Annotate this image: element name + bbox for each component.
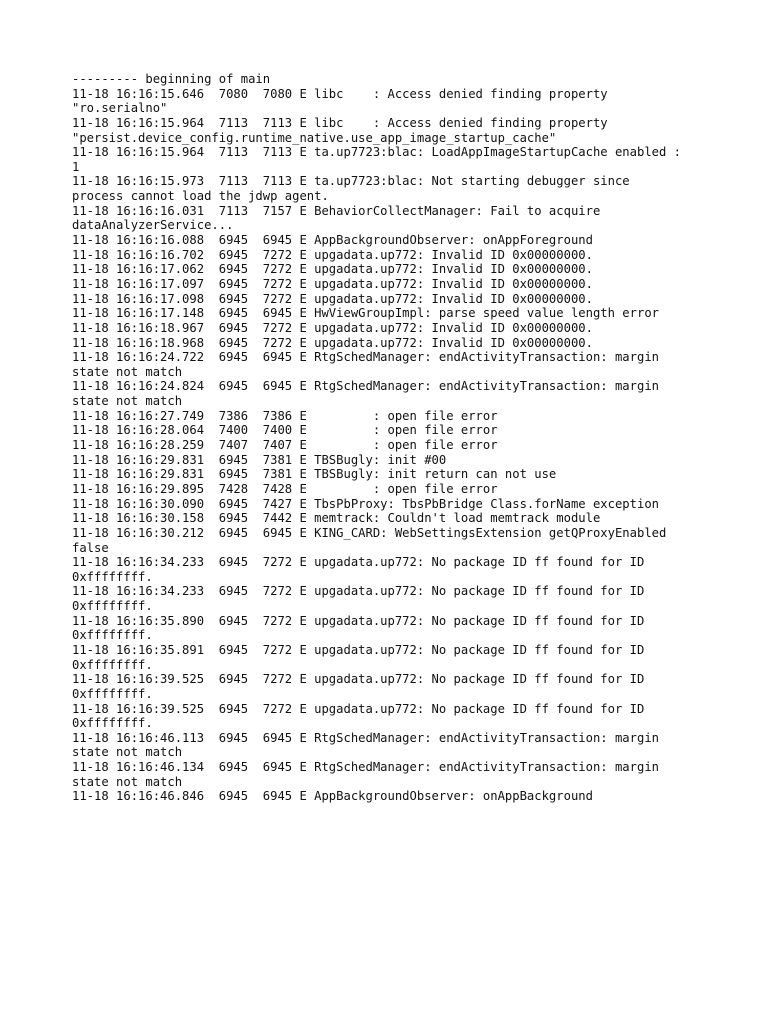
log-line: 11-18 16:16:30.212 6945 6945 E KING_CARD: WebSettingsExtension getQProxyEnabled xyxy=(72,525,667,540)
log-line: 11-18 16:16:28.259 7407 7407 E : open file error xyxy=(72,438,498,453)
log-line: 0xffffffff. xyxy=(72,716,153,731)
log-line: state not match xyxy=(72,774,183,789)
log-line: 11-18 16:16:15.964 7113 7113 E libc : Access denied finding property xyxy=(72,115,608,130)
log-line: process cannot load the jdwp agent. xyxy=(72,189,329,204)
log-line: 0xffffffff. xyxy=(72,657,153,672)
log-line: 11-18 16:16:15.973 7113 7113 E ta.up7723:blac: Not starting debugger since xyxy=(72,174,630,189)
log-line: state not match xyxy=(72,394,183,409)
log-line: 0xffffffff. xyxy=(72,628,153,643)
log-line: 11-18 16:16:29.831 6945 7381 E TBSBugly: init #00 xyxy=(72,452,447,467)
log-line: 1 xyxy=(72,159,80,174)
log-line: 11-18 16:16:15.646 7080 7080 E libc : Access denied finding property xyxy=(72,86,608,101)
log-line: 11-18 16:16:30.158 6945 7442 E memtrack: Couldn't load memtrack module xyxy=(72,511,601,526)
log-line: 11-18 16:16:35.891 6945 7272 E upgadata.up772: No package ID ff found for ID xyxy=(72,642,645,657)
log-line: 11-18 16:16:29.895 7428 7428 E : open file error xyxy=(72,481,498,496)
log-line: 11-18 16:16:35.890 6945 7272 E upgadata.up772: No package ID ff found for ID xyxy=(72,613,645,628)
log-line: 11-18 16:16:46.134 6945 6945 E RtgSchedManager: endActivityTransaction: margin xyxy=(72,760,659,775)
log-line: 11-18 16:16:18.967 6945 7272 E upgadata.up772: Invalid ID 0x00000000. xyxy=(72,320,593,335)
log-line: 11-18 16:16:39.525 6945 7272 E upgadata.up772: No package ID ff found for ID xyxy=(72,672,645,687)
log-line: state not match xyxy=(72,364,183,379)
log-line: 11-18 16:16:28.064 7400 7400 E : open file error xyxy=(72,423,498,438)
log-line: 11-18 16:16:16.031 7113 7157 E BehaviorCollectManager: Fail to acquire xyxy=(72,203,601,218)
log-line: 11-18 16:16:34.233 6945 7272 E upgadata.up772: No package ID ff found for ID xyxy=(72,584,645,599)
log-line: 11-18 16:16:17.097 6945 7272 E upgadata.up772: Invalid ID 0x00000000. xyxy=(72,276,593,291)
log-line: 11-18 16:16:16.088 6945 6945 E AppBackgroundObserver: onAppForeground xyxy=(72,233,593,248)
log-line: 11-18 16:16:34.233 6945 7272 E upgadata.up772: No package ID ff found for ID xyxy=(72,555,645,570)
log-line: 11-18 16:16:17.098 6945 7272 E upgadata.up772: Invalid ID 0x00000000. xyxy=(72,291,593,306)
log-line: 11-18 16:16:18.968 6945 7272 E upgadata.up772: Invalid ID 0x00000000. xyxy=(72,335,593,350)
log-line: 11-18 16:16:15.964 7113 7113 E ta.up7723:blac: LoadAppImageStartupCache enabled : xyxy=(72,145,682,160)
log-line: "persist.device_config.runtime_native.use_app_image_startup_cache" xyxy=(72,130,557,145)
log-line: 11-18 16:16:24.824 6945 6945 E RtgSchedManager: endActivityTransaction: margin xyxy=(72,379,659,394)
log-line: 0xffffffff. xyxy=(72,569,153,584)
log-line: 11-18 16:16:17.148 6945 6945 E HwViewGroupImpl: parse speed value length error xyxy=(72,306,659,321)
log-line: --------- beginning of main xyxy=(72,72,271,86)
log-line: 11-18 16:16:24.722 6945 6945 E RtgSchedManager: endActivityTransaction: margin xyxy=(72,350,659,365)
log-line: "ro.serialno" xyxy=(72,101,168,116)
log-line: 0xffffffff. xyxy=(72,599,153,614)
log-line: 11-18 16:16:29.831 6945 7381 E TBSBugly: init return can not use xyxy=(72,467,557,482)
log-line: 11-18 16:16:39.525 6945 7272 E upgadata.up772: No package ID ff found for ID xyxy=(72,701,645,716)
log-line: 11-18 16:16:30.090 6945 7427 E TbsPbProxy: TbsPbBridge Class.forName exception xyxy=(72,496,659,511)
log-line: 11-18 16:16:46.846 6945 6945 E AppBackgroundObserver: onAppBackground xyxy=(72,789,593,804)
log-line: 11-18 16:16:46.113 6945 6945 E RtgSchedManager: endActivityTransaction: margin xyxy=(72,730,659,745)
log-line: 11-18 16:16:16.702 6945 7272 E upgadata.up772: Invalid ID 0x00000000. xyxy=(72,247,593,262)
log-line: 11-18 16:16:17.062 6945 7272 E upgadata.up772: Invalid ID 0x00000000. xyxy=(72,262,593,277)
log-line: false xyxy=(72,540,109,555)
log-line: state not match xyxy=(72,745,183,760)
log-text xyxy=(72,72,712,804)
log-line: 11-18 16:16:27.749 7386 7386 E : open file error xyxy=(72,408,498,423)
log-line: dataAnalyzerService... xyxy=(72,218,234,233)
log-line: 0xffffffff. xyxy=(72,686,153,701)
